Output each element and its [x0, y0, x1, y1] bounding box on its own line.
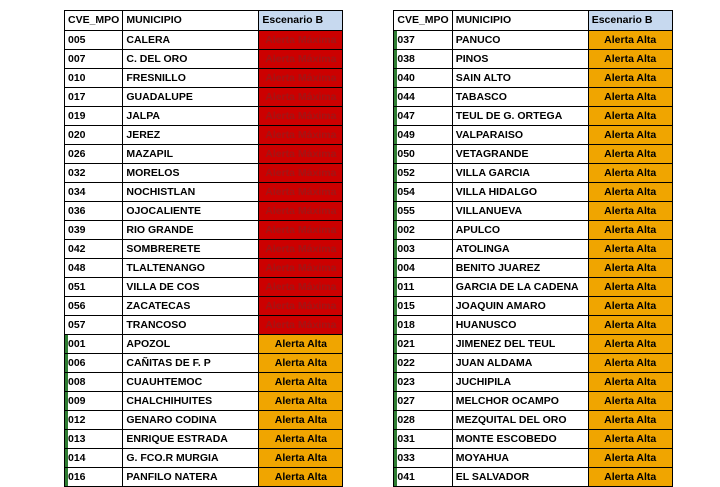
table-row	[65, 297, 343, 316]
cell-cve: 010	[65, 69, 123, 88]
table-row	[65, 373, 343, 392]
cell-municipio: VILLA GARCIA	[452, 164, 588, 183]
table-row	[394, 430, 672, 449]
cell-escenario-alta: Alerta Alta	[588, 430, 672, 449]
table-row	[394, 259, 672, 278]
column-header-escenario: Escenario B	[259, 11, 343, 31]
table-row	[65, 202, 343, 221]
cell-escenario-alta: Alerta Alta	[259, 373, 343, 392]
cell-municipio: PANUCO	[452, 31, 588, 50]
table-row	[394, 411, 672, 430]
cell-cve: 005	[65, 31, 123, 50]
cell-municipio: FRESNILLO	[123, 69, 259, 88]
table-row	[394, 468, 672, 487]
table-row	[65, 69, 343, 88]
alert-table-left	[64, 10, 343, 487]
cell-escenario-maxima: Alerta Máxima	[259, 278, 343, 297]
cell-escenario-alta: Alerta Alta	[588, 202, 672, 221]
cell-municipio: HUANUSCO	[452, 316, 588, 335]
table-body-right	[394, 31, 672, 487]
cell-escenario-maxima: Alerta Máxima	[259, 88, 343, 107]
cell-escenario-alta: Alerta Alta	[588, 468, 672, 487]
cell-escenario-alta: Alerta Alta	[259, 449, 343, 468]
cell-municipio: CAÑITAS DE F. P	[123, 354, 259, 373]
column-header-cve: CVE_MPO	[65, 11, 123, 31]
table-row	[394, 240, 672, 259]
cell-municipio: BENITO JUAREZ	[452, 259, 588, 278]
cell-escenario-alta: Alerta Alta	[588, 145, 672, 164]
cell-municipio: MELCHOR OCAMPO	[452, 392, 588, 411]
cell-municipio: APULCO	[452, 221, 588, 240]
column-header-escenario: Escenario B	[588, 11, 672, 31]
table-row	[394, 145, 672, 164]
cell-cve: 037	[394, 31, 452, 50]
cell-municipio: G. FCO.R MURGIA	[123, 449, 259, 468]
cell-cve: 008	[65, 373, 123, 392]
cell-cve: 009	[65, 392, 123, 411]
column-header-municipio: MUNICIPIO	[452, 11, 588, 31]
cell-escenario-alta: Alerta Alta	[588, 278, 672, 297]
cell-cve: 036	[65, 202, 123, 221]
cell-cve: 049	[394, 126, 452, 145]
table-row	[394, 354, 672, 373]
table-row	[394, 69, 672, 88]
cell-escenario-alta: Alerta Alta	[259, 392, 343, 411]
cell-cve: 027	[394, 392, 452, 411]
cell-municipio: MONTE ESCOBEDO	[452, 430, 588, 449]
cell-escenario-maxima: Alerta Máxima	[259, 221, 343, 240]
table-row	[65, 31, 343, 50]
cell-escenario-alta: Alerta Alta	[588, 392, 672, 411]
column-header-municipio: MUNICIPIO	[123, 11, 259, 31]
cell-cve: 018	[394, 316, 452, 335]
table-row	[65, 145, 343, 164]
cell-escenario-alta: Alerta Alta	[588, 240, 672, 259]
cell-cve: 052	[394, 164, 452, 183]
cell-escenario-maxima: Alerta Máxima	[259, 202, 343, 221]
cell-escenario-maxima: Alerta Máxima	[259, 107, 343, 126]
cell-cve: 020	[65, 126, 123, 145]
cell-cve: 057	[65, 316, 123, 335]
cell-cve: 014	[65, 449, 123, 468]
cell-municipio: TEUL DE G. ORTEGA	[452, 107, 588, 126]
cell-escenario-alta: Alerta Alta	[588, 354, 672, 373]
cell-cve: 016	[65, 468, 123, 487]
header-row	[394, 11, 672, 31]
cell-municipio: C. DEL ORO	[123, 50, 259, 69]
cell-cve: 012	[65, 411, 123, 430]
cell-cve: 015	[394, 297, 452, 316]
cell-escenario-maxima: Alerta Máxima	[259, 316, 343, 335]
cell-municipio: TRANCOSO	[123, 316, 259, 335]
cell-escenario-maxima: Alerta Máxima	[259, 126, 343, 145]
cell-municipio: CALERA	[123, 31, 259, 50]
table-row	[65, 430, 343, 449]
cell-escenario-maxima: Alerta Máxima	[259, 259, 343, 278]
table-row	[394, 373, 672, 392]
cell-cve: 002	[394, 221, 452, 240]
cell-municipio: CHALCHIHUITES	[123, 392, 259, 411]
table-row	[65, 183, 343, 202]
cell-escenario-alta: Alerta Alta	[259, 411, 343, 430]
table-header-right	[394, 11, 672, 31]
cell-municipio: SAIN ALTO	[452, 69, 588, 88]
table-header-left	[65, 11, 343, 31]
cell-cve: 019	[65, 107, 123, 126]
cell-municipio: TLALTENANGO	[123, 259, 259, 278]
table-row	[65, 88, 343, 107]
table-row	[65, 335, 343, 354]
cell-cve: 032	[65, 164, 123, 183]
table-row	[65, 221, 343, 240]
table-row	[65, 392, 343, 411]
table-row	[65, 468, 343, 487]
cell-escenario-alta: Alerta Alta	[588, 126, 672, 145]
cell-cve: 041	[394, 468, 452, 487]
cell-escenario-alta: Alerta Alta	[588, 297, 672, 316]
cell-escenario-alta: Alerta Alta	[588, 50, 672, 69]
table-body-left	[65, 31, 343, 487]
header-row	[65, 11, 343, 31]
cell-cve: 028	[394, 411, 452, 430]
cell-escenario-maxima: Alerta Máxima	[259, 145, 343, 164]
cell-municipio: TABASCO	[452, 88, 588, 107]
cell-municipio: ATOLINGA	[452, 240, 588, 259]
column-header-cve: CVE_MPO	[394, 11, 452, 31]
cell-cve: 017	[65, 88, 123, 107]
cell-municipio: VALPARAISO	[452, 126, 588, 145]
table-row	[65, 50, 343, 69]
cell-municipio: RIO GRANDE	[123, 221, 259, 240]
cell-municipio: VILLA HIDALGO	[452, 183, 588, 202]
table-row	[65, 240, 343, 259]
cell-cve: 055	[394, 202, 452, 221]
cell-municipio: ENRIQUE ESTRADA	[123, 430, 259, 449]
cell-escenario-maxima: Alerta Máxima	[259, 50, 343, 69]
cell-municipio: EL SALVADOR	[452, 468, 588, 487]
cell-municipio: GARCIA DE LA CADENA	[452, 278, 588, 297]
cell-escenario-maxima: Alerta Máxima	[259, 164, 343, 183]
cell-cve: 048	[65, 259, 123, 278]
cell-cve: 044	[394, 88, 452, 107]
cell-escenario-alta: Alerta Alta	[259, 335, 343, 354]
cell-cve: 023	[394, 373, 452, 392]
cell-cve: 038	[394, 50, 452, 69]
table-row	[394, 335, 672, 354]
cell-escenario-alta: Alerta Alta	[259, 430, 343, 449]
cell-cve: 051	[65, 278, 123, 297]
cell-cve: 011	[394, 278, 452, 297]
cell-escenario-maxima: Alerta Máxima	[259, 183, 343, 202]
cell-cve: 040	[394, 69, 452, 88]
cell-cve: 006	[65, 354, 123, 373]
table-row	[394, 183, 672, 202]
cell-municipio: MAZAPIL	[123, 145, 259, 164]
cell-cve: 050	[394, 145, 452, 164]
cell-cve: 033	[394, 449, 452, 468]
cell-cve: 004	[394, 259, 452, 278]
cell-municipio: MORELOS	[123, 164, 259, 183]
table-row	[65, 164, 343, 183]
table-row	[394, 221, 672, 240]
cell-escenario-alta: Alerta Alta	[588, 69, 672, 88]
cell-municipio: JALPA	[123, 107, 259, 126]
table-row	[65, 278, 343, 297]
cell-escenario-alta: Alerta Alta	[588, 88, 672, 107]
cell-municipio: JOAQUIN AMARO	[452, 297, 588, 316]
cell-municipio: VILLA DE COS	[123, 278, 259, 297]
cell-municipio: JEREZ	[123, 126, 259, 145]
cell-escenario-alta: Alerta Alta	[588, 449, 672, 468]
cell-cve: 001	[65, 335, 123, 354]
cell-cve: 026	[65, 145, 123, 164]
cell-escenario-alta: Alerta Alta	[588, 316, 672, 335]
table-row	[65, 449, 343, 468]
alert-table-right	[393, 10, 672, 487]
table-row	[394, 164, 672, 183]
cell-escenario-alta: Alerta Alta	[588, 221, 672, 240]
cell-cve: 022	[394, 354, 452, 373]
table-row	[65, 411, 343, 430]
cell-cve: 031	[394, 430, 452, 449]
cell-cve: 047	[394, 107, 452, 126]
cell-municipio: PANFILO NATERA	[123, 468, 259, 487]
table-row	[65, 316, 343, 335]
cell-municipio: GUADALUPE	[123, 88, 259, 107]
cell-municipio: GENARO CODINA	[123, 411, 259, 430]
cell-municipio: JUCHIPILA	[452, 373, 588, 392]
table-row	[65, 126, 343, 145]
cell-cve: 007	[65, 50, 123, 69]
cell-escenario-alta: Alerta Alta	[259, 468, 343, 487]
cell-cve: 039	[65, 221, 123, 240]
cell-escenario-alta: Alerta Alta	[588, 335, 672, 354]
cell-cve: 013	[65, 430, 123, 449]
table-row	[394, 449, 672, 468]
cell-municipio: CUAUHTEMOC	[123, 373, 259, 392]
cell-cve: 056	[65, 297, 123, 316]
table-row	[394, 316, 672, 335]
table-row	[394, 278, 672, 297]
cell-escenario-alta: Alerta Alta	[588, 411, 672, 430]
cell-municipio: ZACATECAS	[123, 297, 259, 316]
table-row	[394, 50, 672, 69]
cell-cve: 042	[65, 240, 123, 259]
table-row	[394, 31, 672, 50]
cell-municipio: JUAN ALDAMA	[452, 354, 588, 373]
cell-escenario-alta: Alerta Alta	[588, 107, 672, 126]
cell-municipio: MOYAHUA	[452, 449, 588, 468]
table-row	[394, 88, 672, 107]
cell-escenario-alta: Alerta Alta	[588, 164, 672, 183]
cell-municipio: APOZOL	[123, 335, 259, 354]
cell-escenario-alta: Alerta Alta	[588, 373, 672, 392]
table-row	[394, 107, 672, 126]
cell-municipio: VILLANUEVA	[452, 202, 588, 221]
cell-escenario-alta: Alerta Alta	[588, 31, 672, 50]
cell-escenario-alta: Alerta Alta	[588, 259, 672, 278]
table-row	[65, 354, 343, 373]
cell-escenario-maxima: Alerta Máxima	[259, 69, 343, 88]
cell-escenario-alta: Alerta Alta	[588, 183, 672, 202]
table-row	[394, 202, 672, 221]
table-row	[394, 392, 672, 411]
cell-escenario-maxima: Alerta Máxima	[259, 297, 343, 316]
cell-municipio: NOCHISTLAN	[123, 183, 259, 202]
cell-municipio: VETAGRANDE	[452, 145, 588, 164]
cell-cve: 021	[394, 335, 452, 354]
table-row	[394, 126, 672, 145]
cell-municipio: MEZQUITAL DEL ORO	[452, 411, 588, 430]
table-row	[65, 259, 343, 278]
table-row	[394, 297, 672, 316]
cell-municipio: SOMBRERETE	[123, 240, 259, 259]
cell-cve: 003	[394, 240, 452, 259]
cell-cve: 054	[394, 183, 452, 202]
cell-municipio: PINOS	[452, 50, 588, 69]
table-row	[65, 107, 343, 126]
cell-cve: 034	[65, 183, 123, 202]
cell-municipio: OJOCALIENTE	[123, 202, 259, 221]
cell-escenario-alta: Alerta Alta	[259, 354, 343, 373]
cell-escenario-maxima: Alerta Máxima	[259, 240, 343, 259]
cell-municipio: JIMENEZ DEL TEUL	[452, 335, 588, 354]
cell-escenario-maxima: Alerta Máxima	[259, 31, 343, 50]
